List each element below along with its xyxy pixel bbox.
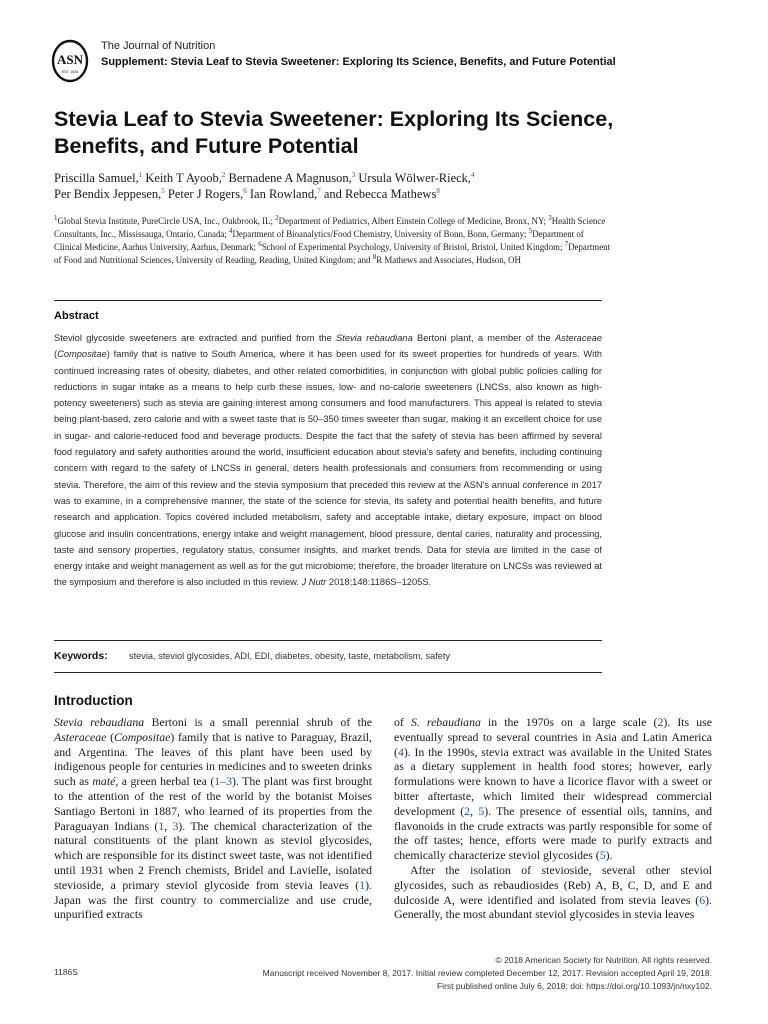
author-name: Per Bendix Jeppesen, <box>54 187 162 201</box>
affiliation-text: School of Experimental Psychology, University of Bristol, Bristol, United Kingdom; <box>261 242 565 252</box>
affiliation-marker[interactable]: 8 <box>436 186 440 195</box>
affiliation-number: 4 <box>229 227 233 236</box>
affiliation-number: 1 <box>54 214 58 223</box>
citation-link[interactable]: 1 <box>359 877 366 892</box>
affiliation-number: 2 <box>275 214 279 223</box>
copyright: © 2018 American Society for Nutrition. All rights reserved. <box>495 955 712 965</box>
italic-text: Asteraceae <box>554 333 602 343</box>
journal-name: The Journal of Nutrition <box>101 40 216 52</box>
affiliation-marker[interactable]: 1 <box>138 170 143 179</box>
article-title: Stevia Leaf to Stevia Sweetener: Exploring Its Science, Benefits, and Future Potential <box>54 107 614 158</box>
text-run: ). Generally, the most abundant steviol glycosides in stevia leaves <box>394 892 712 922</box>
text-run: 2018;148:1186S–1205S. <box>326 577 432 588</box>
affiliation-text: Department of Clinical Medicine, Aarhus University, Aarhus, Denmark; <box>54 229 584 252</box>
affiliation-text: Department of Pediatrics, Albert Einstein College of Medicine, Bronx, NY; <box>278 216 549 226</box>
citation-link[interactable]: 3 <box>172 818 179 833</box>
keywords-list: stevia, steviol glycosides, ADI, EDI, diabetes, obesity, taste, metabolism, safety <box>129 651 451 661</box>
author <box>54 171 142 185</box>
affiliation-text: Health Science Consultants, Inc., Mississauga, Ontario, Canada; <box>54 216 606 239</box>
affiliation-text: R Mathews and Associates, Hudson, OH <box>376 255 521 265</box>
intro-right-column <box>394 715 712 922</box>
affiliation-number: 3 <box>548 214 552 223</box>
text-run: of <box>394 715 411 729</box>
author-name: Keith T Ayoob, <box>145 171 222 185</box>
text-run: ( <box>106 729 114 744</box>
text-run: , <box>164 818 173 833</box>
italic-text: Stevia rebaudiana <box>336 333 413 343</box>
author <box>358 171 474 185</box>
italic-text: Stevia rebaudiana <box>54 715 145 729</box>
italic-text: Asteraceae <box>54 729 107 744</box>
author-name: and Rebecca Mathews <box>323 187 437 201</box>
text-run: ). The presence of essential oils, tannins, and flavonoids in the crude extracts was partly responsible for some of the off tastes; hence, efforts were made to purify extracts and chemically characterize steviol glycosides ( <box>394 803 712 863</box>
page-number: 1186S <box>54 967 78 977</box>
text-run: Bertoni is a small perennial shrub of the <box>144 715 373 729</box>
text-run: ( <box>54 349 58 360</box>
affiliation-number: 8 <box>372 253 377 262</box>
italic-text: Compositae <box>57 349 107 360</box>
affiliations <box>54 215 614 267</box>
citation-link[interactable]: 2 <box>464 803 471 818</box>
citation-link[interactable]: 4 <box>397 744 404 759</box>
affiliation-marker[interactable]: 5 <box>161 186 165 195</box>
affiliation-number: 6 <box>258 240 262 249</box>
affiliation-marker[interactable]: 3 <box>351 170 356 179</box>
abstract-top-rule <box>54 300 602 301</box>
citation-link[interactable]: 1 <box>158 818 165 833</box>
author <box>145 171 225 185</box>
author <box>229 171 356 185</box>
text-run: ). Its use eventually spread to several countries in Asia and Latin America ( <box>394 715 712 759</box>
citation-link[interactable]: 5 <box>599 848 606 863</box>
text-run: ). <box>605 848 613 863</box>
author-name: Bernadene A Magnuson, <box>228 171 352 185</box>
citation-link[interactable]: 5 <box>478 803 485 818</box>
italic-text: S. rebaudiana <box>410 715 481 729</box>
affiliation-marker[interactable]: 4 <box>471 170 475 179</box>
manuscript-dates: Manuscript received November 8, 2017. Initial review completed December 12, 2017. Revision accepted April 19, 2018. <box>262 968 712 978</box>
intro-left-column <box>54 715 372 922</box>
italic-text: Compositae <box>114 729 171 744</box>
abstract-heading: Abstract <box>54 310 99 322</box>
citation-link[interactable]: 2 <box>657 715 664 729</box>
supplement-line: Supplement: Stevia Leaf to Stevia Sweetener: Exploring Its Science, Benefits, and Future Potential <box>101 56 616 68</box>
text-run: ). Japan was the first country to commercialize and use crude, unpurified extracts <box>54 877 372 922</box>
text-run: , <box>470 803 479 818</box>
author-name: Ursula Wölwer-Rieck, <box>358 171 472 185</box>
text-run: , a green herbal tea ( <box>115 774 215 789</box>
text-run: ) family that is native to South America, where it has been used for its sweet properties for hundreds of years. With continued increasing rates of obesity, diabetes, and other related comorbidities, in conjunction with global public policies calling for reductions in sugar intake as a means to help curb these issues, low- and no-calorie sweeteners (LNCSs, also known as high-potency sweeteners) such as stevia are gaining interest among consumers and food manufacturers. This appeal is related to stevia being plant-based, zero calorie and with a sweet taste that is 50–350 times sweeter than sugar, making it an excellent choice for use in sugar- and calorie-reduced food and beverage products. Despite the fact that the safety of stevia has been affirmed by several food regulatory and safety authorities around the world, insufficient education about stevia's safety and benefits, including continuing concern with regard to the safety of LNCSs in general, deters health professionals and consumers from recommending or using stevia. Therefore, the aim of this review and the stevia symposium that preceded this review at the ASN's annual conference in 2017 was to examine, in a comprehensive manner, the state of the science for stevia, its safety and potential health benefits, and future research and application. Topics covered included metabolism, safety and acceptable intake, dietary exposure, impact on blood glucose and insulin concentrations, energy intake and weight management, blood pressure, dental caries, naturality and processing, taste and sensory properties, regulatory status, consumer insights, and market trends. Data for stevia are limited in the case of energy intake and weight management as well as for the gut microbiome; therefore, the broader literature on LNCSs was reviewed at the symposium and therefore is also included in this review. <box>54 349 602 588</box>
text-run: ) family that is native to Paraguay, Brazil, and Argentina. The leaves of this plant have been used by indigenous people for centuries in medicines and to sweeten drinks such as <box>54 729 372 789</box>
affiliation-number: 7 <box>564 240 569 249</box>
text-run: in the 1970s on a large scale ( <box>480 715 658 729</box>
affiliation-text: Global Stevia Institute, PureCircle USA, Inc., Oakbrook, IL; <box>57 216 276 226</box>
intro-paragraph-1-continued <box>394 715 712 863</box>
keywords-label: Keywords: <box>54 650 108 662</box>
author-name: Peter J Rogers, <box>167 187 244 201</box>
intro-paragraph-2 <box>394 863 712 922</box>
affiliation-marker[interactable]: 7 <box>317 186 321 195</box>
author <box>250 187 321 201</box>
author-list <box>54 170 674 202</box>
asn-logo <box>50 38 90 84</box>
text-run: ). The plant was first brought to the attention of the rest of the world by the botanist Moises Santiago Bertoni in 1887, who learned of its properties from the Paraguayan Indians ( <box>54 774 372 833</box>
abstract-body <box>54 330 602 591</box>
text-run: After the isolation of stevioside, several other steviol glycosides, such as rebaudiosides (Reb) A, B, C, D, and E and dulcoside A, were identified and isolated from stevia leaves ( <box>394 862 712 907</box>
author <box>54 187 165 201</box>
text-run: ). The chemical characterization of the natural constituents of the plant known as steviol glycosides, which are responsible for its distinct sweet taste, was not identified until 1931 when 2 French chemists, Bridel and Lavielle, isolated stevioside, a primary steviol glycoside from stevia leaves ( <box>54 818 372 892</box>
abstract-bottom-rule <box>54 640 602 641</box>
affiliation-marker[interactable]: 6 <box>243 186 247 195</box>
affiliation-marker[interactable]: 2 <box>221 170 226 179</box>
text-run: ). In the 1990s, stevia extract was available in the United States as a dietary supplement in health food stores; however, early formulations were known to have a licorice flavor with a sweet or bitter aftertaste, which limited their widespread commercial development ( <box>394 744 712 818</box>
citation-link[interactable]: 1–3 <box>214 774 232 789</box>
author-name: Priscilla Samuel, <box>54 171 139 185</box>
affiliation-text: Department of Food and Nutritional Sciences, University of Reading, Reading, United Kingdom; and <box>54 242 611 265</box>
logo-text: ASN <box>56 52 84 67</box>
introduction-heading: Introduction <box>54 693 133 708</box>
intro-paragraph-1 <box>54 715 372 922</box>
affiliation-text: Department of Bioanalytics/Food Chemistry, University of Bonn, Bonn, Germany; <box>232 229 529 239</box>
author <box>324 187 440 201</box>
text-run: Bertoni plant, a member of the <box>412 333 555 343</box>
text-run: Steviol glycoside sweeteners are extracted and purified from the <box>54 333 337 343</box>
publication-doi: First published online July 6, 2018; doi: https://doi.org/10.1093/jn/nxy102. <box>436 981 712 991</box>
author-name: Ian Rowland, <box>249 187 318 201</box>
logo-subtext: EST. 1928 <box>61 70 79 74</box>
italic-text: maté <box>92 774 116 789</box>
italic-text: J Nutr <box>301 577 327 588</box>
citation-link[interactable]: 6 <box>699 892 706 907</box>
affiliation-number: 5 <box>528 227 533 236</box>
author <box>168 187 247 201</box>
keywords-bottom-rule <box>54 672 602 673</box>
